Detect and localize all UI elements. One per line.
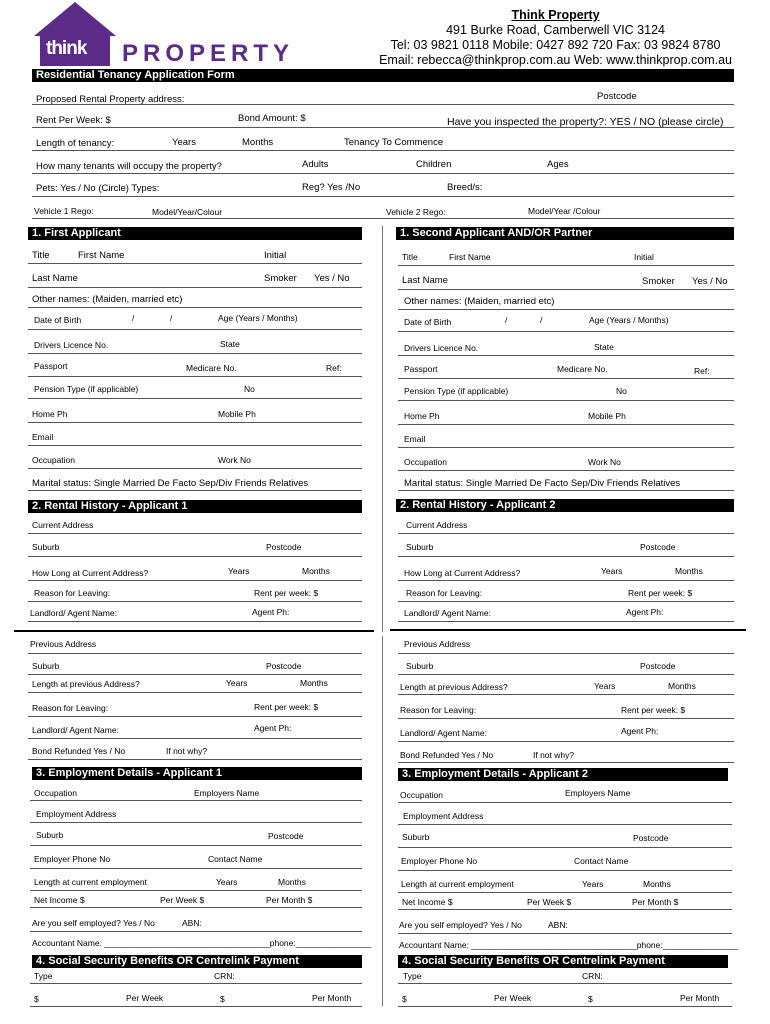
ss2-amount-field[interactable]	[398, 1006, 732, 1007]
e2-phone-field[interactable]	[398, 870, 732, 871]
p1-postcode-label: Postcode	[266, 661, 302, 671]
e1-abn-label: ABN:	[182, 918, 202, 928]
section4-applicant1-heading: 4. Social Security Benefits OR Centrelink Payment	[32, 955, 362, 968]
p1-agentph-label: Agent Ph:	[254, 723, 292, 733]
r2-agentph-label: Agent Ph:	[626, 607, 664, 617]
a2-title-label: Title	[402, 252, 418, 262]
e1-employer-label: Employers Name	[194, 788, 260, 798]
a2-homeph-label: Home Ph	[404, 411, 440, 421]
a1-smoker-label: Smoker	[264, 273, 297, 284]
e1-phone-label: Employer Phone No	[34, 854, 111, 864]
section2-applicant1-heading: 2. Rental History - Applicant 1	[28, 500, 362, 513]
a2-lastname-label: Last Name	[402, 275, 448, 286]
e1-empaddr-label: Employment Address	[36, 809, 117, 819]
a2-initial-label: Initial	[634, 252, 654, 262]
p2-agentph-label: Agent Ph:	[621, 726, 659, 736]
p1-bond-field[interactable]	[28, 759, 362, 760]
ss1-amount-field[interactable]	[30, 1006, 362, 1007]
ss2-dollar2: $	[588, 994, 593, 1004]
a2-email-field[interactable]	[398, 447, 734, 448]
ss2-type-field[interactable]	[398, 983, 732, 984]
tenancy-commence-label: Tenancy To Commence	[344, 137, 444, 148]
a1-state-label: State	[220, 339, 240, 349]
r1-landlord-field[interactable]	[28, 621, 362, 622]
e2-abn-label: ABN:	[548, 920, 568, 930]
p1-rentpw-label: Rent per week: $	[254, 702, 319, 712]
a2-state-label: State	[594, 342, 614, 352]
p2-previous-label: Previous Address	[404, 639, 471, 649]
ss2-dollar1: $	[402, 994, 407, 1004]
a1-occupation-field[interactable]	[28, 468, 362, 469]
p2-rentpw-label: Rent per week: $	[621, 705, 686, 715]
p2-reason-label: Reason for Leaving:	[400, 705, 477, 715]
a2-smoker-label: Smoker	[642, 276, 675, 287]
p1-lengthprev-field[interactable]	[28, 692, 362, 693]
a2-medicare-label: Medicare No.	[557, 364, 608, 374]
a1-age-label: Age (Years / Months)	[218, 313, 298, 323]
e1-occupation-label: Occupation	[34, 788, 77, 798]
r1-current-label: Current Address	[32, 520, 94, 530]
r1-postcode-label: Postcode	[266, 542, 302, 552]
ss2-type-label: Type	[403, 971, 422, 981]
a2-workno-label: Work No	[588, 457, 621, 467]
a2-smoker-yesno: Yes / No	[692, 276, 728, 287]
r2-years-label: Years	[601, 566, 623, 576]
e2-length-field[interactable]	[398, 892, 732, 893]
r1-howlong-field[interactable]	[28, 580, 362, 581]
a2-pension-label: Pension Type (if applicable)	[404, 386, 509, 396]
r1-current-field[interactable]	[28, 533, 362, 534]
a1-marital-field[interactable]	[28, 490, 362, 491]
bond-amount-label: Bond Amount: $	[238, 113, 306, 124]
ss1-permonth-label: Per Month	[312, 993, 352, 1003]
p2-previous-field[interactable]	[398, 653, 734, 654]
r2-months-label: Months	[675, 566, 703, 576]
a2-occupation-field[interactable]	[398, 470, 734, 471]
tenants-count-label: How many tenants will occupy the property?	[36, 161, 222, 172]
tenancy-years-label: Years	[172, 137, 196, 148]
a2-othernames-field[interactable]	[398, 309, 734, 310]
r1-suburb-field[interactable]	[28, 556, 362, 557]
logo-property-text: PROPERTY	[122, 40, 295, 67]
adults-label: Adults	[302, 159, 329, 170]
e2-permonth-label: Per Month $	[632, 897, 679, 907]
a1-licence-field[interactable]	[28, 353, 362, 354]
e1-accountant-label: Accountant Name: ___________________________________phone:________________	[32, 938, 372, 948]
rent-bond-field[interactable]	[32, 127, 734, 128]
ages-label: Ages	[547, 159, 569, 170]
a1-pension-label: Pension Type (if applicable)	[34, 384, 139, 394]
a2-dob-slash2: /	[540, 315, 543, 325]
p1-months-label: Months	[300, 678, 328, 688]
e1-months-label: Months	[278, 877, 306, 887]
e1-self-label: Are you self employed? Yes / No	[32, 918, 155, 928]
p2-suburb-label: Suburb	[406, 661, 434, 671]
vehicle-field[interactable]	[32, 218, 734, 219]
e2-accountant-label: Accountant Name: ___________________________________phone:________________	[399, 940, 739, 950]
p2-bond-label: Bond Refunded Yes / No	[400, 750, 494, 760]
a1-smoker-yesno: Yes / No	[314, 273, 350, 284]
e2-suburb-field[interactable]	[398, 847, 732, 848]
p2-bond-field[interactable]	[398, 762, 734, 763]
e1-netincome-label: Net Income $	[34, 895, 85, 905]
r2-postcode-label: Postcode	[640, 542, 676, 552]
ss1-type-field[interactable]	[30, 983, 362, 984]
a1-occupation-label: Occupation	[32, 455, 75, 465]
r2-howlong-field[interactable]	[398, 580, 734, 581]
column-divider-bottom	[382, 636, 383, 1006]
e2-self-label: Are you self employed? Yes / No	[399, 920, 522, 930]
r1-agentph-label: Agent Ph:	[252, 607, 290, 617]
a2-dob-field[interactable]	[398, 331, 734, 332]
logo-think-text: think	[46, 38, 87, 59]
breed-label: Breed/s:	[447, 182, 483, 193]
a1-othernames-label: Other names: (Maiden, married etc)	[32, 294, 183, 305]
a2-phone-field[interactable]	[398, 424, 734, 425]
a1-lastname-label: Last Name	[32, 273, 78, 284]
company-name: Think Property	[511, 8, 600, 22]
r2-landlord-field[interactable]	[398, 621, 734, 622]
e1-empaddr-field[interactable]	[30, 822, 362, 823]
a2-marital-field[interactable]	[398, 490, 734, 491]
e2-empaddr-label: Employment Address	[403, 811, 484, 821]
e1-self-field[interactable]	[30, 931, 362, 932]
property-postcode-label: Postcode	[597, 91, 637, 102]
r2-howlong-label: How Long at Current Address?	[404, 568, 521, 578]
a2-pension-field[interactable]	[398, 400, 734, 401]
p1-notwhy-label: If not why?	[166, 746, 208, 756]
a1-marital-label: Marital status: Single Married De Facto Sep/Div Friends Relatives	[32, 478, 309, 489]
e2-employer-label: Employers Name	[565, 788, 631, 798]
r2-current-label: Current Address	[406, 520, 468, 530]
ss2-crn-label: CRN:	[582, 971, 603, 981]
a2-marital-label: Marital status: Single Married De Facto Sep/Div Friends Relatives	[404, 478, 681, 489]
e2-phone-label: Employer Phone No	[401, 856, 478, 866]
p1-previous-label: Previous Address	[30, 639, 97, 649]
e1-occupation-field[interactable]	[30, 800, 362, 801]
a2-name-field[interactable]	[398, 265, 734, 266]
r2-suburb-field[interactable]	[398, 556, 734, 557]
p2-landlord-label: Landlord/ Agent Name:	[400, 728, 487, 738]
a2-dob-slash1: /	[505, 315, 508, 325]
pet-reg-label: Reg? Yes /No	[302, 182, 361, 193]
a1-medicare-label: Medicare No.	[186, 363, 237, 373]
ss1-dollar1: $	[34, 994, 39, 1004]
company-phones: Tel: 03 9821 0118 Mobile: 0427 892 720 Fax: 03 9824 8780	[390, 38, 721, 52]
a1-workno-label: Work No	[218, 455, 251, 465]
p2-suburb-field[interactable]	[398, 674, 734, 675]
a2-email-label: Email	[404, 434, 426, 444]
a2-licence-field[interactable]	[398, 355, 734, 356]
e1-phone-field[interactable]	[30, 868, 362, 869]
e2-years-label: Years	[582, 879, 604, 889]
p2-reason-field[interactable]	[398, 718, 734, 719]
e1-years-label: Years	[216, 877, 238, 887]
a2-dob-label: Date of Birth	[404, 317, 452, 327]
section1-applicant2-heading: 1. Second Applicant AND/OR Partner	[396, 227, 734, 240]
rent-per-week-label: Rent Per Week: $	[36, 115, 111, 126]
p2-years-label: Years	[594, 681, 616, 691]
p1-suburb-field[interactable]	[28, 674, 362, 675]
a2-mobile-label: Mobile Ph	[588, 411, 626, 421]
a2-age-label: Age (Years / Months)	[589, 315, 669, 325]
section2-applicant2-heading: 2. Rental History - Applicant 2	[396, 499, 734, 512]
property-address-field[interactable]	[32, 104, 734, 105]
a1-dob-slash2: /	[170, 313, 173, 323]
a1-firstname-label: First Name	[78, 250, 125, 261]
a1-dob-slash1: /	[132, 313, 135, 323]
form-title: Residential Tenancy Application Form	[32, 69, 734, 82]
section3-applicant2-heading: 3. Employment Details - Applicant 2	[398, 768, 728, 781]
children-label: Children	[416, 159, 452, 170]
p1-landlord-field[interactable]	[28, 738, 362, 739]
p2-postcode-label: Postcode	[640, 661, 676, 671]
e2-perweek-label: Per Week $	[527, 897, 572, 907]
r1-reason-field[interactable]	[28, 601, 362, 602]
r1-rentpw-label: Rent per week: $	[254, 588, 319, 598]
e1-netincome-field[interactable]	[30, 907, 362, 908]
ss1-crn-label: CRN:	[214, 971, 235, 981]
r1-howlong-label: How Long at Current Address?	[32, 568, 149, 578]
ss2-permonth-label: Per Month	[680, 993, 720, 1003]
a1-initial-label: Initial	[264, 250, 287, 261]
a1-mobile-label: Mobile Ph	[218, 409, 256, 419]
a1-lastname-field[interactable]	[28, 287, 362, 288]
e2-occupation-field[interactable]	[398, 802, 732, 803]
company-logo	[30, 0, 295, 70]
r1-reason-label: Reason for Leaving:	[34, 588, 111, 598]
e1-suburb-field[interactable]	[30, 845, 362, 846]
previous-address-divider-right	[390, 629, 746, 631]
r1-suburb-label: Suburb	[32, 542, 60, 552]
a1-licence-label: Drivers Licence No.	[34, 340, 109, 350]
a2-passport-field[interactable]	[398, 378, 734, 379]
ss1-type-label: Type	[34, 971, 53, 981]
p1-lengthprev-label: Length at previous Address?	[32, 679, 140, 689]
e2-self-field[interactable]	[398, 933, 732, 934]
p1-reason-field[interactable]	[28, 716, 362, 717]
a2-ref-label: Ref:	[694, 366, 710, 376]
inspected-label: Have you inspected the property?: YES / NO (please circle)	[447, 116, 724, 128]
p1-bond-label: Bond Refunded Yes / No	[32, 746, 126, 756]
p1-years-label: Years	[226, 678, 248, 688]
a2-firstname-label: First Name	[449, 252, 491, 262]
section3-applicant1-heading: 3. Employment Details - Applicant 1	[32, 767, 362, 780]
p1-landlord-label: Landlord/ Agent Name:	[32, 725, 119, 735]
e2-netincome-field[interactable]	[398, 909, 732, 910]
section4-applicant2-heading: 4. Social Security Benefits OR Centrelink Payment	[398, 955, 728, 968]
r2-reason-label: Reason for Leaving:	[406, 588, 483, 598]
column-divider-top	[382, 226, 383, 632]
e1-postcode-label: Postcode	[268, 831, 304, 841]
p1-reason-label: Reason for Leaving:	[32, 703, 109, 713]
a1-email-field[interactable]	[28, 445, 362, 446]
a1-ref-label: Ref:	[326, 363, 342, 373]
e1-permonth-label: Per Month $	[266, 895, 313, 905]
e2-contact-label: Contact Name	[574, 856, 629, 866]
tenants-field[interactable]	[32, 173, 734, 174]
a1-title-label: Title	[32, 250, 50, 261]
a2-passport-label: Passport	[404, 364, 438, 374]
a1-passport-field[interactable]	[28, 376, 362, 377]
a1-dob-field[interactable]	[28, 329, 362, 330]
vehicle2-model-label: Model/Year /Colour	[528, 206, 601, 216]
pets-field[interactable]	[32, 196, 734, 197]
a2-occupation-label: Occupation	[404, 457, 447, 467]
a2-lastname-field[interactable]	[398, 289, 734, 290]
a1-passport-label: Passport	[34, 361, 68, 371]
r1-years-label: Years	[228, 566, 250, 576]
a2-othernames-label: Other names: (Maiden, married etc)	[404, 296, 555, 307]
tenancy-field[interactable]	[32, 150, 734, 151]
p2-months-label: Months	[668, 681, 696, 691]
ss2-perweek-label: Per Week	[494, 993, 532, 1003]
p2-landlord-field[interactable]	[398, 741, 734, 742]
company-header	[379, 8, 732, 68]
a1-name-field[interactable]	[28, 263, 362, 264]
tenancy-length-label: Length of tenancy:	[36, 138, 115, 149]
r1-landlord-label: Landlord/ Agent Name:	[30, 608, 117, 618]
e2-months-label: Months	[643, 879, 671, 889]
e2-netincome-label: Net Income $	[402, 897, 453, 907]
a1-pension-field[interactable]	[28, 398, 362, 399]
a1-pension-no-label: No	[244, 384, 255, 394]
pets-label: Pets: Yes / No (Circle) Types:	[36, 183, 160, 194]
r2-rentpw-label: Rent per week: $	[628, 588, 693, 598]
a2-licence-label: Drivers Licence No.	[404, 343, 479, 353]
company-address: 491 Burke Road, Camberwell VIC 3124	[446, 23, 665, 37]
a1-email-label: Email	[32, 432, 54, 442]
r2-suburb-label: Suburb	[406, 542, 434, 552]
r1-months-label: Months	[302, 566, 330, 576]
r2-reason-field[interactable]	[398, 601, 734, 602]
p2-lengthprev-label: Length at previous Address?	[400, 682, 508, 692]
p1-previous-field[interactable]	[28, 653, 362, 654]
vehicle2-rego-label: Vehicle 2 Rego:	[386, 207, 446, 217]
e1-length-label: Length at current employment	[34, 877, 147, 887]
property-address-label: Proposed Rental Property address:	[36, 94, 185, 105]
e1-perweek-label: Per Week $	[160, 895, 205, 905]
previous-address-divider-left	[14, 630, 374, 632]
e1-suburb-label: Suburb	[36, 830, 64, 840]
e2-postcode-label: Postcode	[633, 833, 669, 843]
company-email-web: Email: rebecca@thinkprop.com.au Web: www.thinkprop.com.au	[379, 53, 732, 67]
vehicle1-rego-label: Vehicle 1 Rego:	[34, 206, 94, 216]
a1-phone-field[interactable]	[28, 422, 362, 423]
p2-lengthprev-field[interactable]	[398, 694, 734, 695]
vehicle1-model-label: Model/Year/Colour	[152, 207, 223, 217]
ss1-perweek-label: Per Week	[126, 993, 164, 1003]
ss1-dollar2: $	[220, 994, 225, 1004]
e1-length-field[interactable]	[30, 890, 362, 891]
tenancy-months-label: Months	[242, 137, 274, 148]
e1-contact-label: Contact Name	[208, 854, 263, 864]
r2-current-field[interactable]	[398, 533, 734, 534]
e2-occupation-label: Occupation	[400, 790, 443, 800]
r2-landlord-label: Landlord/ Agent Name:	[404, 608, 491, 618]
e2-suburb-label: Suburb	[402, 832, 430, 842]
p1-suburb-label: Suburb	[32, 661, 60, 671]
e2-empaddr-field[interactable]	[398, 824, 732, 825]
a1-homeph-label: Home Ph	[32, 409, 68, 419]
e2-length-label: Length at current employment	[401, 879, 514, 889]
section1-applicant1-heading: 1. First Applicant	[28, 227, 362, 240]
a1-othernames-field[interactable]	[28, 307, 362, 308]
p2-notwhy-label: If not why?	[533, 750, 575, 760]
a1-dob-label: Date of Birth	[34, 315, 82, 325]
a2-pension-no-label: No	[616, 386, 627, 396]
